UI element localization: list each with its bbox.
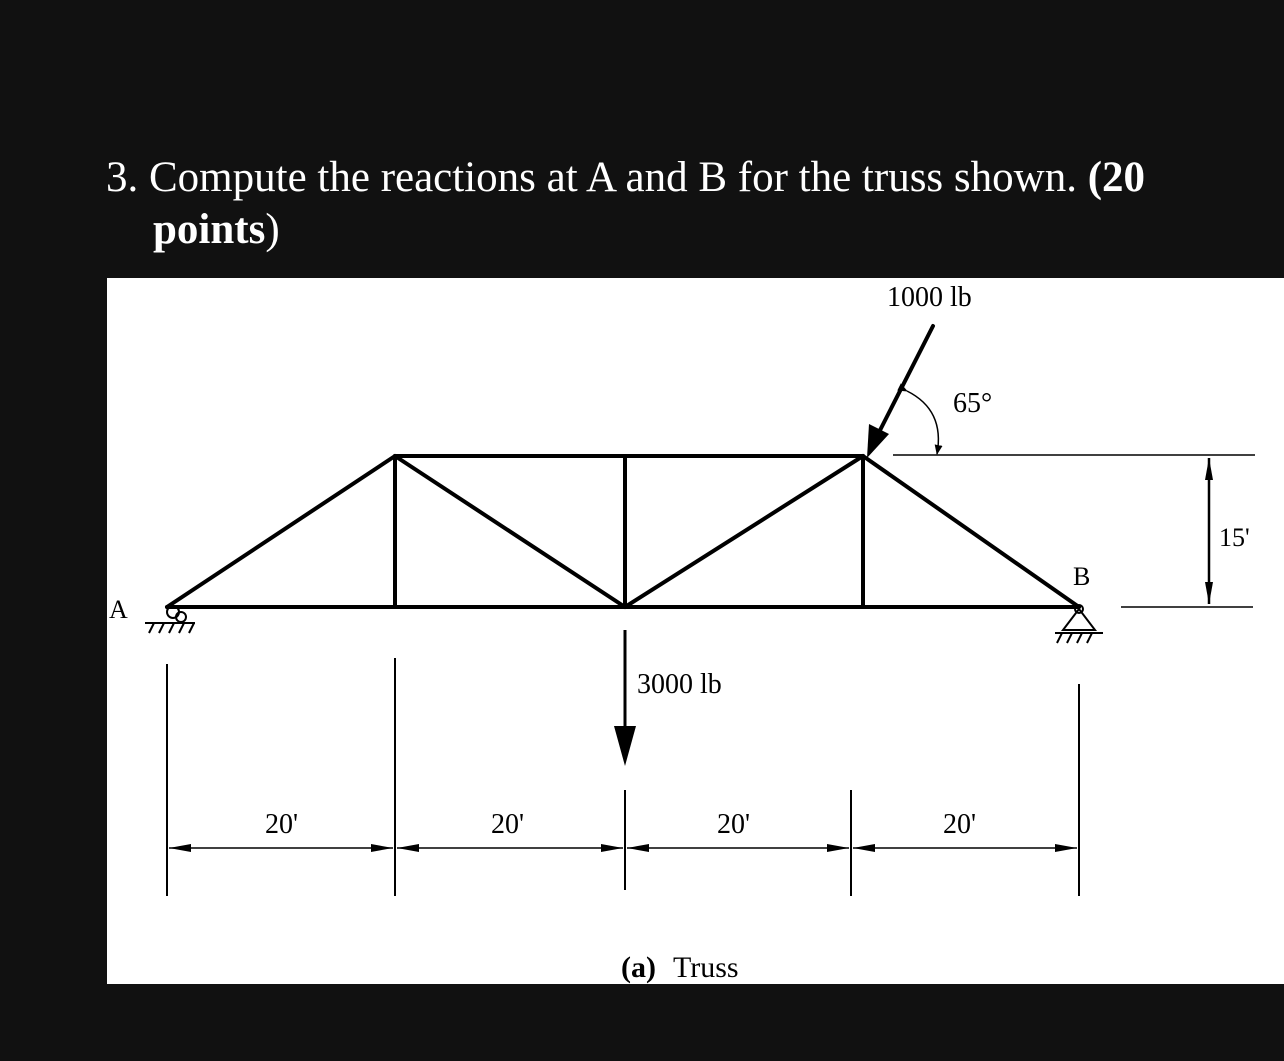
angle-label: 65° xyxy=(953,388,993,419)
points-word: points xyxy=(153,206,266,253)
web-diagonal-left xyxy=(395,456,625,607)
question-body: Compute the reactions at A and B for the truss shown. xyxy=(149,154,1077,201)
caption-bold: (a) xyxy=(621,951,656,984)
support-b-pin xyxy=(1055,605,1103,643)
inclined-load-label: 1000 lb xyxy=(887,282,972,313)
question-number: 3. xyxy=(106,154,139,201)
web-diagonal-right xyxy=(625,456,863,607)
left-end-diagonal xyxy=(167,456,395,607)
figure-caption xyxy=(621,951,739,984)
caption-text: Truss xyxy=(672,951,739,984)
support-a-label: A xyxy=(109,595,128,624)
span-dimension-ticks xyxy=(167,658,1079,896)
span-dimension-label-3: 20' xyxy=(717,809,751,840)
support-a-roller xyxy=(145,606,195,633)
angle-arc xyxy=(907,391,938,454)
vertical-load-arrow xyxy=(614,630,636,766)
question-text xyxy=(106,152,1226,256)
truss-figure xyxy=(107,278,1284,984)
span-dimension-label-4: 20' xyxy=(943,809,977,840)
truss-diagram xyxy=(107,278,1284,984)
span-dimension-label-1: 20' xyxy=(265,809,299,840)
right-end-diagonal xyxy=(863,456,1079,607)
points-open: ( xyxy=(1087,154,1103,201)
span-dimension-label-2: 20' xyxy=(491,809,525,840)
inclined-load-arrow xyxy=(867,326,933,458)
truss-members xyxy=(167,456,1079,607)
vertical-load-label: 3000 lb xyxy=(637,669,722,700)
height-dimension-label: 15' xyxy=(1219,523,1250,552)
points-close: ) xyxy=(265,206,280,253)
support-b-label: B xyxy=(1073,562,1091,591)
points-value: 20 xyxy=(1102,154,1146,201)
